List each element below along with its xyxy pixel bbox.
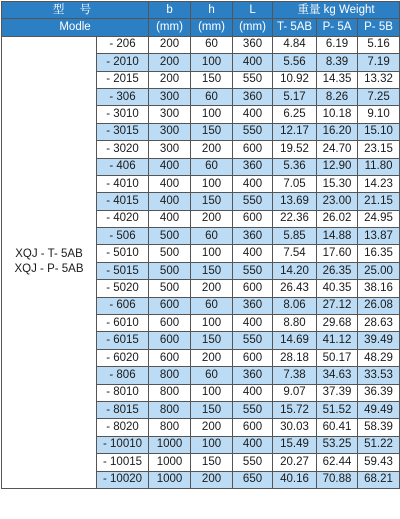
cell-p5b: 36.39 (358, 384, 400, 401)
cell-b: 600 (149, 349, 191, 366)
cell-p5a: 26.35 (317, 262, 358, 279)
header-p5a: P- 5A (317, 19, 358, 36)
cell-p5a: 27.12 (317, 297, 358, 314)
size-code: - 3010 (97, 106, 149, 123)
cell-p5a: 12.90 (317, 158, 358, 175)
cell-b: 400 (149, 193, 191, 210)
cell-p5b: 5.16 (358, 36, 400, 53)
cell-b: 300 (149, 141, 191, 158)
cell-b: 600 (149, 332, 191, 349)
cell-p5a: 34.63 (317, 367, 358, 384)
cell-L: 550 (233, 71, 273, 88)
cell-h: 150 (191, 262, 233, 279)
cell-L: 360 (233, 297, 273, 314)
cell-L: 600 (233, 419, 273, 436)
cell-L: 360 (233, 36, 273, 53)
size-code: - 506 (97, 228, 149, 245)
cell-p5b: 68.21 (358, 471, 400, 488)
size-code: - 2010 (97, 54, 149, 71)
header-b-unit: (mm) (149, 19, 191, 36)
size-code: - 6020 (97, 349, 149, 366)
cell-L: 650 (233, 471, 273, 488)
cell-h: 100 (191, 175, 233, 192)
cell-t5ab: 13.69 (273, 193, 317, 210)
cell-h: 100 (191, 54, 233, 71)
cell-b: 600 (149, 297, 191, 314)
cell-t5ab: 28.18 (273, 349, 317, 366)
cell-h: 60 (191, 36, 233, 53)
cell-p5a: 15.30 (317, 175, 358, 192)
cell-h: 150 (191, 123, 233, 140)
cell-L: 600 (233, 280, 273, 297)
cell-p5a: 8.26 (317, 88, 358, 105)
cell-p5b: 16.35 (358, 245, 400, 262)
cell-t5ab: 5.36 (273, 158, 317, 175)
cell-b: 600 (149, 315, 191, 332)
cell-L: 550 (233, 262, 273, 279)
cell-b: 400 (149, 175, 191, 192)
cell-h: 100 (191, 436, 233, 453)
cell-p5a: 16.20 (317, 123, 358, 140)
size-code: - 606 (97, 297, 149, 314)
cell-h: 100 (191, 315, 233, 332)
size-code: - 8020 (97, 419, 149, 436)
cell-b: 800 (149, 401, 191, 418)
size-code: - 406 (97, 158, 149, 175)
cell-p5a: 37.39 (317, 384, 358, 401)
cell-b: 300 (149, 88, 191, 105)
cell-t5ab: 14.69 (273, 332, 317, 349)
cell-L: 550 (233, 401, 273, 418)
size-code: - 206 (97, 36, 149, 53)
cell-t5ab: 10.92 (273, 71, 317, 88)
header-p5b: P- 5B (358, 19, 400, 36)
cell-L: 400 (233, 315, 273, 332)
size-code: - 806 (97, 367, 149, 384)
size-code: - 10015 (97, 454, 149, 471)
size-code: - 5020 (97, 280, 149, 297)
cell-b: 500 (149, 228, 191, 245)
cell-t5ab: 26.43 (273, 280, 317, 297)
header-weight: 重量 kg Weight (273, 2, 400, 19)
cell-b: 300 (149, 123, 191, 140)
cell-L: 360 (233, 228, 273, 245)
model-names (2, 36, 97, 488)
cell-p5b: 11.80 (358, 158, 400, 175)
cell-L: 360 (233, 158, 273, 175)
size-code: - 10010 (97, 436, 149, 453)
cell-b: 400 (149, 158, 191, 175)
cell-h: 100 (191, 384, 233, 401)
cell-h: 100 (191, 245, 233, 262)
cell-t5ab: 5.17 (273, 88, 317, 105)
cell-t5ab: 9.07 (273, 384, 317, 401)
size-code: - 5015 (97, 262, 149, 279)
cell-L: 400 (233, 175, 273, 192)
size-code: - 8010 (97, 384, 149, 401)
size-code: - 10020 (97, 471, 149, 488)
cell-h: 200 (191, 141, 233, 158)
cell-t5ab: 5.85 (273, 228, 317, 245)
cell-t5ab: 7.38 (273, 367, 317, 384)
cell-b: 300 (149, 106, 191, 123)
cell-L: 400 (233, 245, 273, 262)
cell-p5b: 9.10 (358, 106, 400, 123)
cell-p5b: 21.15 (358, 193, 400, 210)
cell-p5b: 14.23 (358, 175, 400, 192)
cell-h: 150 (191, 401, 233, 418)
cell-p5b: 24.95 (358, 210, 400, 227)
cell-b: 200 (149, 36, 191, 53)
cell-t5ab: 7.54 (273, 245, 317, 262)
cell-p5a: 41.12 (317, 332, 358, 349)
cell-p5a: 10.18 (317, 106, 358, 123)
cell-h: 200 (191, 280, 233, 297)
cell-t5ab: 22.36 (273, 210, 317, 227)
size-code: - 2015 (97, 71, 149, 88)
cell-p5a: 6.19 (317, 36, 358, 53)
cell-p5b: 48.29 (358, 349, 400, 366)
cell-h: 60 (191, 297, 233, 314)
cell-p5a: 50.17 (317, 349, 358, 366)
cell-t5ab: 40.16 (273, 471, 317, 488)
cell-t5ab: 20.27 (273, 454, 317, 471)
header-model-en: Modle (2, 19, 149, 36)
cell-p5a: 14.88 (317, 228, 358, 245)
cell-h: 200 (191, 471, 233, 488)
cell-h: 150 (191, 332, 233, 349)
cell-h: 100 (191, 106, 233, 123)
header-h: h (191, 2, 233, 19)
cell-h: 60 (191, 228, 233, 245)
cell-p5b: 38.16 (358, 280, 400, 297)
size-code: - 3015 (97, 123, 149, 140)
cell-L: 550 (233, 454, 273, 471)
table-row (2, 36, 400, 53)
cell-t5ab: 19.52 (273, 141, 317, 158)
spec-table (1, 1, 400, 489)
cell-t5ab: 30.03 (273, 419, 317, 436)
cell-p5b: 59.43 (358, 454, 400, 471)
cell-p5a: 23.00 (317, 193, 358, 210)
header-model-cn: 型 号 (2, 2, 149, 19)
size-code: - 6010 (97, 315, 149, 332)
cell-t5ab: 5.56 (273, 54, 317, 71)
cell-t5ab: 6.25 (273, 106, 317, 123)
cell-p5a: 62.44 (317, 454, 358, 471)
model-name: XQJ - T- 5AB (15, 248, 83, 261)
cell-b: 500 (149, 280, 191, 297)
header-L: L (233, 2, 273, 19)
cell-b: 1000 (149, 436, 191, 453)
cell-L: 550 (233, 123, 273, 140)
cell-L: 360 (233, 88, 273, 105)
cell-h: 60 (191, 88, 233, 105)
size-code: - 6015 (97, 332, 149, 349)
cell-b: 200 (149, 71, 191, 88)
cell-h: 150 (191, 71, 233, 88)
cell-L: 400 (233, 54, 273, 71)
cell-p5b: 26.08 (358, 297, 400, 314)
cell-h: 200 (191, 419, 233, 436)
header-L-unit: (mm) (233, 19, 273, 36)
cell-p5a: 8.39 (317, 54, 358, 71)
cell-L: 550 (233, 193, 273, 210)
cell-b: 800 (149, 367, 191, 384)
cell-p5a: 70.88 (317, 471, 358, 488)
size-code: - 5010 (97, 245, 149, 262)
cell-p5b: 33.53 (358, 367, 400, 384)
cell-p5b: 7.19 (358, 54, 400, 71)
cell-b: 400 (149, 210, 191, 227)
cell-b: 200 (149, 54, 191, 71)
size-code: - 306 (97, 88, 149, 105)
cell-p5a: 29.68 (317, 315, 358, 332)
header-h-unit: (mm) (191, 19, 233, 36)
model-name: XQJ - P- 5AB (14, 263, 84, 276)
cell-p5a: 24.70 (317, 141, 358, 158)
cell-t5ab: 15.72 (273, 401, 317, 418)
cell-p5b: 28.63 (358, 315, 400, 332)
cell-L: 600 (233, 141, 273, 158)
cell-L: 600 (233, 349, 273, 366)
size-code: - 4015 (97, 193, 149, 210)
cell-h: 200 (191, 210, 233, 227)
cell-p5a: 14.35 (317, 71, 358, 88)
cell-L: 400 (233, 106, 273, 123)
header-b: b (149, 2, 191, 19)
cell-t5ab: 8.80 (273, 315, 317, 332)
cell-b: 800 (149, 419, 191, 436)
cell-L: 400 (233, 384, 273, 401)
cell-L: 360 (233, 367, 273, 384)
cell-t5ab: 8.06 (273, 297, 317, 314)
cell-p5a: 40.35 (317, 280, 358, 297)
cell-b: 1000 (149, 454, 191, 471)
cell-t5ab: 14.20 (273, 262, 317, 279)
cell-p5b: 15.10 (358, 123, 400, 140)
cell-p5b: 13.32 (358, 71, 400, 88)
cell-p5a: 60.41 (317, 419, 358, 436)
cell-p5b: 25.00 (358, 262, 400, 279)
cell-p5b: 13.87 (358, 228, 400, 245)
cell-b: 1000 (149, 471, 191, 488)
cell-h: 150 (191, 454, 233, 471)
cell-b: 500 (149, 262, 191, 279)
size-code: - 4010 (97, 175, 149, 192)
size-code: - 3020 (97, 141, 149, 158)
cell-p5a: 26.02 (317, 210, 358, 227)
cell-p5b: 23.15 (358, 141, 400, 158)
cell-p5a: 51.52 (317, 401, 358, 418)
cell-p5b: 51.22 (358, 436, 400, 453)
cell-p5b: 7.25 (358, 88, 400, 105)
cell-p5a: 17.60 (317, 245, 358, 262)
size-code: - 4020 (97, 210, 149, 227)
size-code: - 8015 (97, 401, 149, 418)
table-body (2, 36, 400, 488)
cell-L: 550 (233, 332, 273, 349)
cell-b: 800 (149, 384, 191, 401)
cell-t5ab: 12.17 (273, 123, 317, 140)
cell-b: 500 (149, 245, 191, 262)
cell-t5ab: 15.49 (273, 436, 317, 453)
cell-h: 150 (191, 193, 233, 210)
cell-t5ab: 4.84 (273, 36, 317, 53)
cell-h: 60 (191, 367, 233, 384)
cell-p5a: 53.25 (317, 436, 358, 453)
cell-p5b: 49.49 (358, 401, 400, 418)
cell-t5ab: 7.05 (273, 175, 317, 192)
header-t5ab: T- 5AB (273, 19, 317, 36)
cell-h: 200 (191, 349, 233, 366)
cell-L: 600 (233, 210, 273, 227)
cell-p5b: 58.39 (358, 419, 400, 436)
cell-L: 400 (233, 436, 273, 453)
cell-p5b: 39.49 (358, 332, 400, 349)
cell-h: 60 (191, 158, 233, 175)
